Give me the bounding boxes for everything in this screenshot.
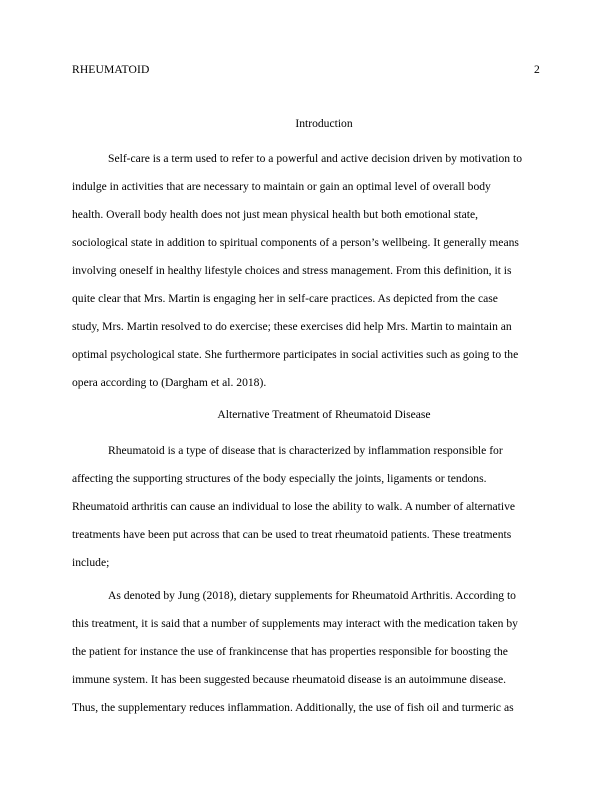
paragraph-dietary-supplements [72,582,542,722]
paragraph-line: involving oneself in healthy lifestyle choices and stress management. From this definition, it is [72,264,512,277]
paragraph-line: health. Overall body health does not just mean physical health but both emotional state, [72,208,479,221]
paragraph-line: Thus, the supplementary reduces inflammation. Additionally, the use of fish oil and turmeric as [72,701,514,714]
paragraph-line: sociological state in addition to spiritual components of a person’s wellbeing. It generally means [72,236,519,249]
paragraph-line: immune system. It has been suggested because rheumatoid disease is an autoimmune disease. [72,673,507,686]
paragraph-line: Rheumatoid arthritis can cause an individual to lose the ability to walk. A number of alternative [72,500,516,513]
page-number: 2 [534,63,540,76]
paragraph-line: this treatment, it is said that a number of supplements may interact with the medication taken by [72,617,518,630]
paragraph-line: quite clear that Mrs. Martin is engaging her in self-care practices. As depicted from the case [72,292,498,305]
paragraph-line: optimal psychological state. She furthermore participates in social activities such as going to the [72,348,519,361]
paragraph-line: treatments have been put across that can be used to treat rheumatoid patients. These treatments [72,528,512,541]
paragraph-introduction [72,145,542,397]
paragraph-line: indulge in activities that are necessary to maintain or gain an optimal level of overall body [72,180,491,193]
section-heading-alternative-treatment: Alternative Treatment of Rheumatoid Disease [217,408,431,421]
paragraph-line: opera according to (Dargham et al. 2018). [72,376,267,389]
paragraph-line: affecting the supporting structures of the body especially the joints, ligaments or tendons. [72,472,487,485]
paragraph-line: As denoted by Jung (2018), dietary supplements for Rheumatoid Arthritis. According to [108,589,516,602]
paragraph-line: include; [72,556,110,569]
section-heading-introduction: Introduction [295,117,353,130]
paragraph-line: study, Mrs. Martin resolved to do exercise; these exercises did help Mrs. Martin to maintain an [72,320,512,333]
paragraph-line: Rheumatoid is a type of disease that is characterized by inflammation responsible for [108,444,503,457]
paragraph-rheumatoid-definition [72,437,542,577]
paragraph-line: the patient for instance the use of frankincense that has properties responsible for boosting the [72,645,508,658]
paragraph-line: Self-care is a term used to refer to a powerful and active decision driven by motivation to [108,152,523,165]
running-head: RHEUMATOID [72,63,150,76]
